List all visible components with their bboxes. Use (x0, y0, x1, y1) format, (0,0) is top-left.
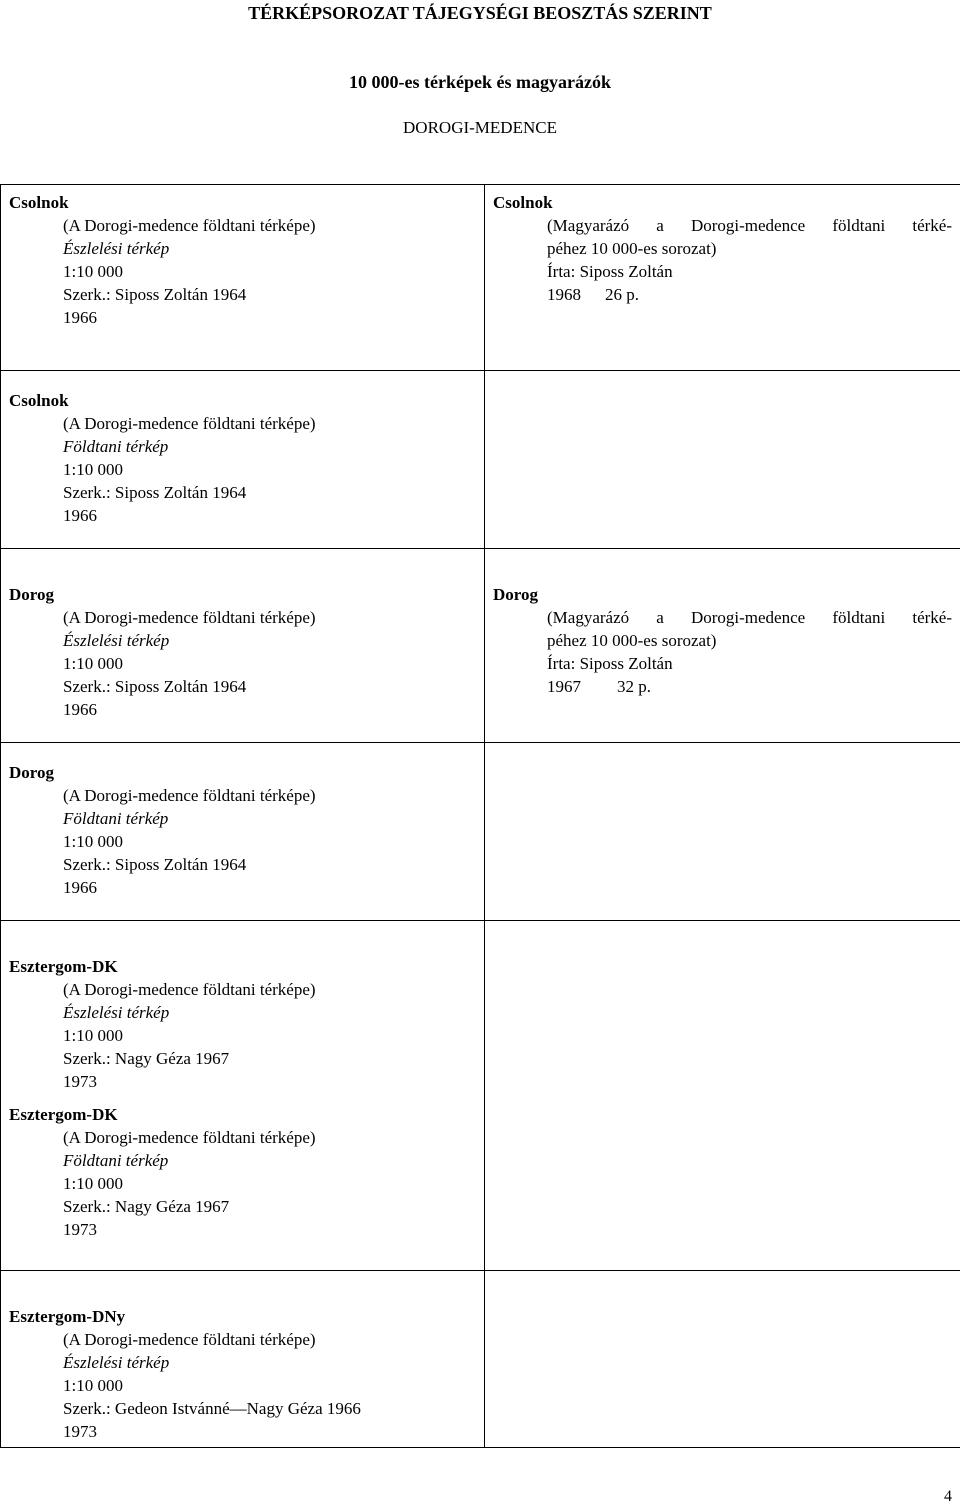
empty-cell (485, 921, 960, 1271)
entry-series: (A Dorogi-medence földtani térképe) (63, 980, 316, 999)
map-entry-cell (1, 185, 485, 371)
entry-year: 1966 (63, 308, 97, 327)
map-entry-cell (1, 743, 485, 921)
entry-series: (A Dorogi-medence földtani térképe) (63, 1128, 316, 1147)
entry-year: 1973 (63, 1220, 97, 1239)
entry-year: 1967 (547, 677, 581, 696)
entry-author: Írta: Siposs Zoltán (547, 654, 673, 673)
entry-map-type: Földtani térkép (63, 437, 169, 456)
entry-year-pages (493, 283, 952, 306)
entry-year: 1966 (63, 878, 97, 897)
entry-description: (Magyarázó a Dorogi-medence földtani térké- (547, 216, 952, 235)
entry-author: Írta: Siposs Zoltán (547, 262, 673, 281)
map-entry-cell (1, 921, 485, 1271)
entry-map-type: Észlelési térkép (63, 631, 170, 650)
region-heading: DOROGI-MEDENCE (403, 118, 557, 137)
entry-name: Csolnok (9, 193, 69, 212)
entry-map-type: Észlelési térkép (63, 1353, 170, 1372)
map-entry-cell (1, 549, 485, 743)
entry-editor: Szerk.: Siposs Zoltán 1964 (63, 285, 247, 304)
entry-scale: 1:10 000 (63, 1026, 123, 1045)
entry-editor: Szerk.: Siposs Zoltán 1964 (63, 855, 247, 874)
entry-scale: 1:10 000 (63, 654, 123, 673)
entry-name: Esztergom-DK (9, 957, 118, 976)
map-entry-cell (1, 1271, 485, 1448)
table-row (1, 549, 960, 743)
entry-year: 1968 (547, 285, 581, 304)
entry-description-cont: péhez 10 000-es sorozat) (547, 239, 717, 258)
table-row (1, 185, 960, 371)
entry-pages: 32 p. (617, 677, 651, 696)
entry-year: 1966 (63, 506, 97, 525)
table-row (1, 743, 960, 921)
entry-editor: Szerk.: Siposs Zoltán 1964 (63, 677, 247, 696)
entry-scale: 1:10 000 (63, 832, 123, 851)
catalog-table (0, 184, 960, 1448)
entry-name: Csolnok (9, 391, 69, 410)
entry-name: Esztergom-DNy (9, 1307, 126, 1326)
empty-cell (485, 371, 960, 549)
entry-year: 1973 (63, 1422, 97, 1441)
entry-name: Dorog (9, 763, 55, 782)
entry-series: (A Dorogi-medence földtani térképe) (63, 1330, 316, 1349)
entry-name: Dorog (9, 585, 55, 604)
entry-map-type: Földtani térkép (63, 809, 169, 828)
entry-description-cont: péhez 10 000-es sorozat) (547, 631, 717, 650)
explanation-entry-cell (485, 549, 960, 743)
entry-editor: Szerk.: Nagy Géza 1967 (63, 1049, 230, 1068)
entry-scale: 1:10 000 (63, 1174, 123, 1193)
entry-editor: Szerk.: Gedeon Istvánné—Nagy Géza 1966 (63, 1399, 361, 1418)
entry-scale: 1:10 000 (63, 262, 123, 281)
entry-series: (A Dorogi-medence földtani térképe) (63, 414, 316, 433)
entry-series: (A Dorogi-medence földtani térképe) (63, 786, 316, 805)
entry-map-type: Észlelési térkép (63, 239, 170, 258)
entry-map-type: Észlelési térkép (63, 1003, 170, 1022)
page-subtitle: 10 000-es térképek és magyarázók (349, 72, 611, 92)
entry-scale: 1:10 000 (63, 1376, 123, 1395)
table-row (1, 371, 960, 549)
table-row (1, 921, 960, 1271)
page-number: 4 (944, 1488, 952, 1505)
entry-name: Dorog (493, 585, 539, 604)
page-title: TÉRKÉPSOROZAT TÁJEGYSÉGI BEOSZTÁS SZERINT (248, 3, 712, 23)
entry-map-type: Földtani térkép (63, 1151, 169, 1170)
entry-series: (A Dorogi-medence földtani térképe) (63, 216, 316, 235)
table-row (1, 1271, 960, 1448)
map-entry-cell (1, 371, 485, 549)
entry-year: 1973 (63, 1072, 97, 1091)
entry-scale: 1:10 000 (63, 460, 123, 479)
empty-cell (485, 743, 960, 921)
entry-description: (Magyarázó a Dorogi-medence földtani térké- (547, 608, 952, 627)
entry-name: Esztergom-DK (9, 1105, 118, 1124)
empty-cell (485, 1271, 960, 1448)
entry-series: (A Dorogi-medence földtani térképe) (63, 608, 316, 627)
entry-editor: Szerk.: Siposs Zoltán 1964 (63, 483, 247, 502)
entry-editor: Szerk.: Nagy Géza 1967 (63, 1197, 230, 1216)
entry-pages: 26 p. (605, 285, 639, 304)
entry-name: Csolnok (493, 193, 553, 212)
entry-year-pages (493, 675, 952, 698)
explanation-entry-cell (485, 185, 960, 371)
entry-year: 1966 (63, 700, 97, 719)
